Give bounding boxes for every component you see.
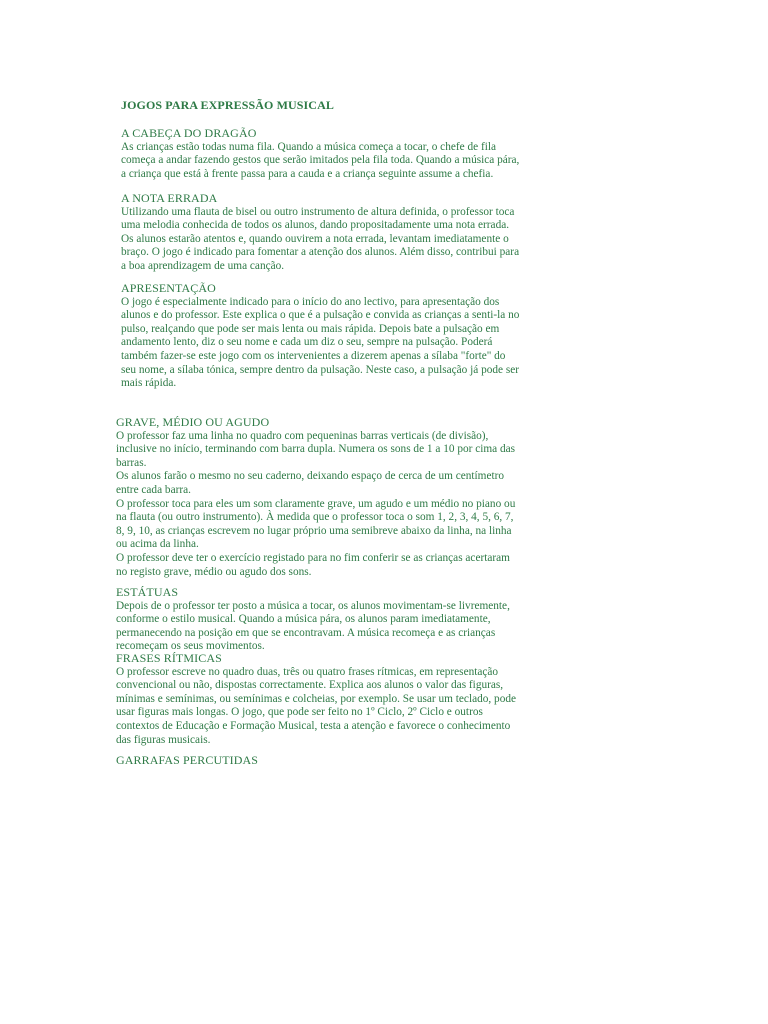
section-heading: A CABEÇA DO DRAGÃO: [121, 126, 257, 140]
paragraph-line: Os alunos estarão atentos e, quando ouvirem a nota errada, levantam imediatamente o: [121, 232, 509, 245]
paragraph-line: mínimas e semínimas, ou semínimas e colcheias, por exemplo. Se usar um teclado, pode: [116, 692, 517, 705]
paragraph-line: convencional ou não, dispostas correctamente. Explica aos alunos o valor das figuras,: [116, 679, 504, 692]
paragraph-line: alunos e do professor. Este explica o que é a pulsação e convida as crianças a senti-la no: [121, 309, 520, 322]
paragraph-line: usar figuras mais longas. O jogo, que pode ser feito no 1º Ciclo, 2º Ciclo e outros: [116, 706, 483, 719]
section-frases-ritmicas: [116, 652, 516, 747]
paragraph-line: andamento lento, diz o seu nome e cada um diz o seu, sempre na pulsação. Poderá: [121, 336, 493, 349]
paragraph-line: também fazer-se este jogo com os intervenientes a dizerem apenas a sílaba "forte" do: [121, 349, 506, 362]
paragraph-line: uma melodia conhecida de todos os alunos, dando propositadamente uma nota errada.: [121, 219, 510, 232]
paragraph-line: Os alunos farão o mesmo no seu caderno, deixando espaço de cerca de um centímetro: [116, 470, 505, 483]
paragraph-line: das figuras musicais.: [116, 733, 211, 746]
paragraph-line: ou acima da linha.: [116, 538, 199, 551]
paragraph-line: conforme o estilo musical. Quando a música pára, os alunos param imediatamente,: [116, 613, 491, 626]
paragraph-line: Utilizando uma flauta de bisel ou outro instrumento de altura definida, o professor toca: [121, 205, 515, 218]
paragraph-line: seu nome, a sílaba tónica, sempre dentro da pulsação. Neste caso, a pulsação já pode ser: [121, 363, 520, 376]
paragraph-line: braço. O jogo é indicado para fomentar a atenção dos alunos. Além disso, contribui para: [121, 246, 520, 259]
paragraph-line: na flauta (ou outro instrumento). À medida que o professor toca o som 1, 2, 3, 4, 5, 6, 7,: [116, 511, 514, 524]
paragraph-line: contextos de Educação e Formação Musical, testa a atenção e favorece o conhecimento: [116, 719, 511, 732]
section-heading: GARRAFAS PERCUTIDAS: [116, 753, 259, 767]
paragraph-line: começa a andar fazendo gestos que serão imitados pela fila toda. Quando a música pára,: [121, 154, 520, 167]
paragraph-line: O professor deve ter o exercício registado para no fim conferir se as crianças acertaram: [116, 551, 510, 564]
document-title: JOGOS PARA EXPRESSÃO MUSICAL: [121, 98, 334, 112]
paragraph-line: recomeçam os seus movimentos.: [116, 640, 265, 653]
section-grave-medio-agudo: [116, 416, 515, 579]
paragraph-line: O professor toca para eles um som claramente grave, um agudo e um médio no piano ou: [116, 497, 516, 510]
paragraph-line: a boa aprendizagem de uma canção.: [121, 259, 285, 272]
section-estatuas: [116, 586, 510, 654]
paragraph-line: pulso, realçando que pode ser mais lenta ou mais rápida. Depois bate a pulsação em: [121, 322, 500, 335]
section-cabeca-do-dragao: [121, 127, 519, 181]
paragraph-line: no registo grave, médio ou agudo dos sons.: [116, 565, 312, 578]
paragraph-line: barras.: [116, 456, 147, 469]
paragraph-line: As crianças estão todas numa fila. Quando a música começa a tocar, o chefe de fila: [121, 140, 497, 153]
paragraph-line: Depois de o professor ter posto a música a tocar, os alunos movimentam-se livremente,: [116, 599, 510, 612]
section-heading: GRAVE, MÉDIO OU AGUDO: [116, 415, 270, 429]
section-heading: FRASES RÍTMICAS: [116, 651, 222, 665]
paragraph-line: a criança que está à frente passa para a cauda e a criança seguinte assume a chefia.: [121, 167, 494, 180]
section-heading: APRESENTAÇÃO: [121, 281, 216, 295]
paragraph-line: O jogo é especialmente indicado para o início do ano lectivo, para apresentação dos: [121, 295, 500, 308]
paragraph-line: mais rápida.: [121, 377, 177, 390]
section-apresentacao: [121, 282, 519, 391]
section-nota-errada: [121, 192, 519, 274]
paragraph-line: entre cada barra.: [116, 483, 191, 496]
paragraph-line: O professor escreve no quadro duas, três ou quatro frases rítmicas, em representação: [116, 665, 499, 678]
paragraph-line: 8, 9, 10, as crianças escrevem no lugar próprio uma semibreve abaixo da linha, na linha: [116, 524, 512, 537]
section-heading: A NOTA ERRADA: [121, 191, 218, 205]
section-garrafas-percutidas: [116, 754, 258, 768]
paragraph-line: inclusive no início, terminando com barra dupla. Numera os sons de 1 a 10 por cima das: [116, 443, 516, 456]
paragraph-line: permanecendo na posição em que se encontravam. A música recomeça e as crianças: [116, 626, 496, 639]
section-heading: ESTÁTUAS: [116, 585, 179, 599]
paragraph-line: O professor faz uma linha no quadro com pequeninas barras verticais (de divisão),: [116, 429, 489, 442]
